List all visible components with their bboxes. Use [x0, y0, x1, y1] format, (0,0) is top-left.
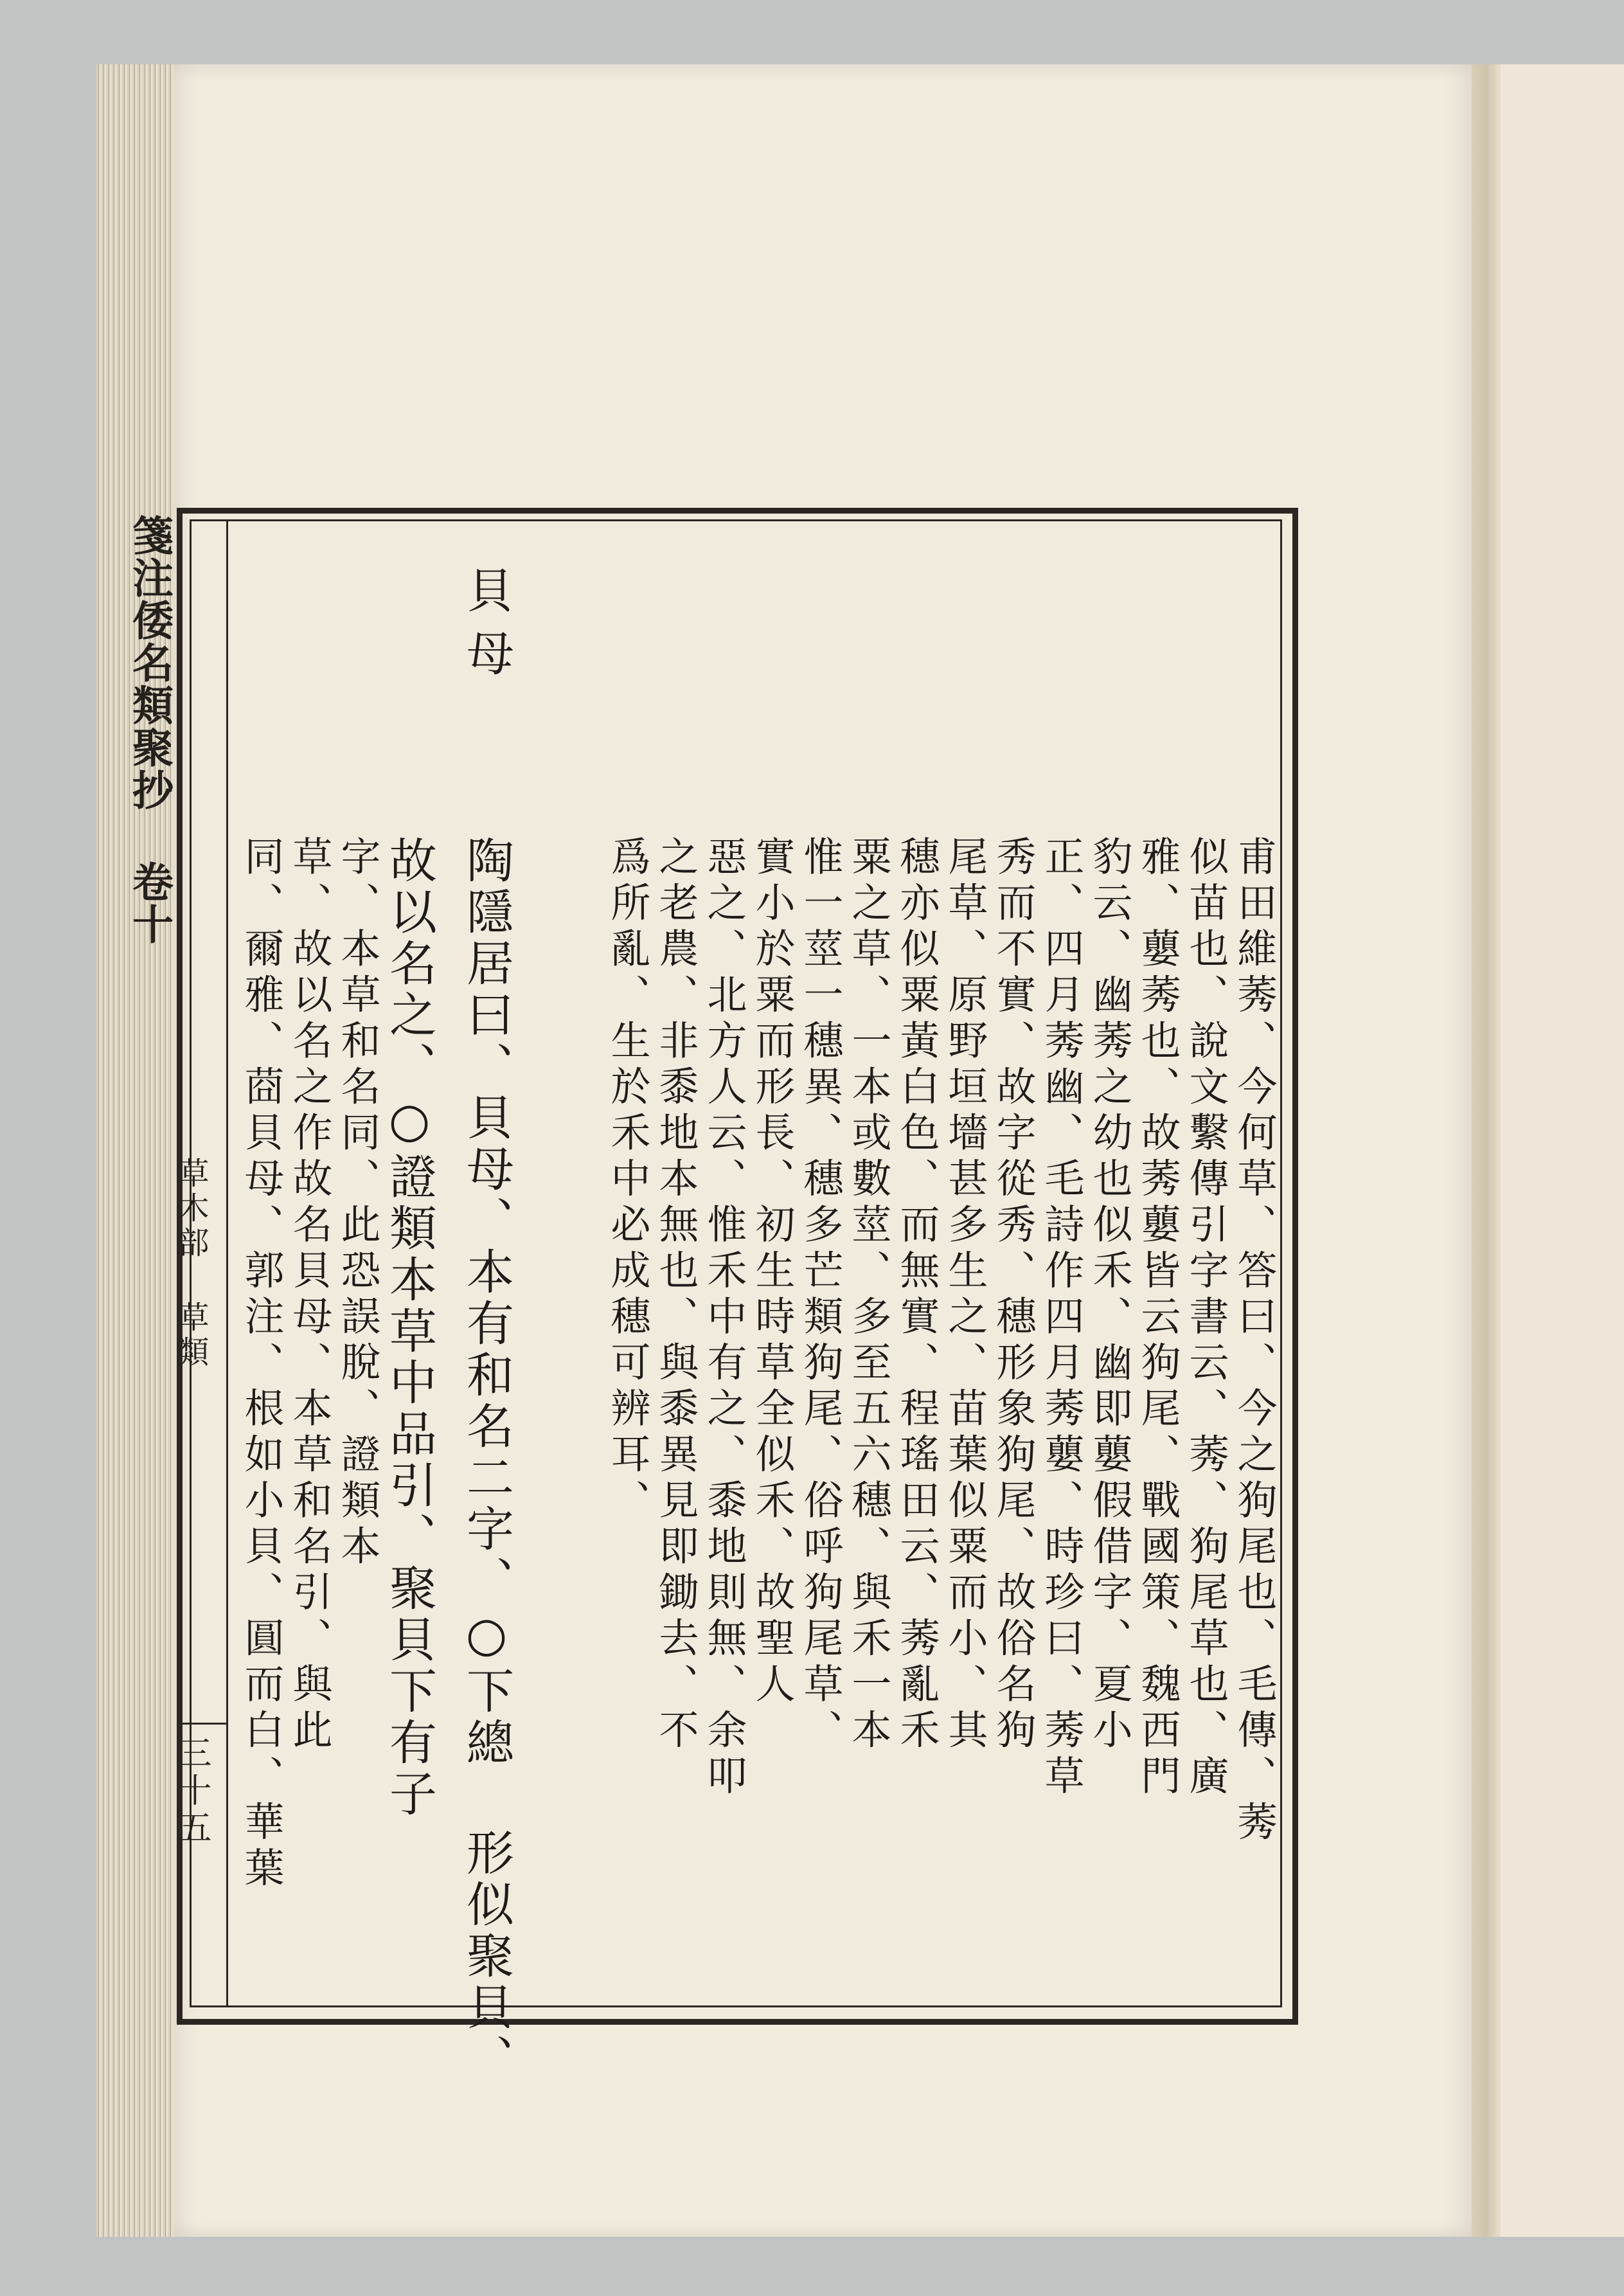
text-column: 豹云、幽莠之幼也似禾、幽即蘡假借字、夏小	[1086, 836, 1133, 1755]
margin-book-title: 箋注倭名類聚抄 卷十	[125, 514, 174, 946]
text-column: 似苗也、說文繫傳引字書云、莠、狗尾草也、廣	[1182, 836, 1229, 1801]
text-column: 惟一莖一穗異、穗多芒類狗尾、俗呼狗尾草、	[797, 836, 844, 1755]
text-column: 草、故以名之作故名貝母、本草和名引、與此	[286, 836, 333, 1755]
text-column: 粟之草、一本或數莖、多至五六穗、與禾一本	[845, 836, 892, 1755]
book-gutter	[1472, 64, 1501, 2237]
text-column: 實小於粟而形長、初生時草全似禾、故聖人	[749, 836, 796, 1709]
text-column: 惡之、北方人云、惟禾中有之、黍地則無、余叩	[700, 836, 747, 1801]
text-column: 尾草、原野垣墻甚多生之、苗葉似粟而小、其	[941, 836, 988, 1755]
text-column: 正、四月莠幽、毛詩作四月莠蘡、時珍曰、莠草	[1038, 836, 1085, 1801]
page-number-rule	[177, 1723, 228, 1725]
book-page-edges	[96, 64, 180, 2237]
text-column: 爲所亂、生於禾中必成穗可辨耳、	[604, 836, 651, 1525]
margin-rule	[226, 519, 228, 2007]
text-column: 字、本草和名同、此恐誤脫、證類本	[334, 836, 381, 1571]
text-column: 雅、蘡莠也、故莠蘡皆云狗尾、戰國策、魏西門	[1134, 836, 1181, 1801]
text-column: 同、爾雅、莔貝母、郭注、根如小貝、圓而白、華葉	[238, 836, 285, 1893]
text-column: 陶隱居曰、貝母、本有和名二字、○下總 形似聚貝、	[459, 836, 514, 2085]
facing-page	[1501, 64, 1624, 2237]
entry-heading: 貝母	[459, 566, 514, 692]
margin-section-label: 草木部 草類	[173, 1157, 209, 1370]
margin-page-number: 三十五	[172, 1735, 211, 1847]
text-column: 之老農、非黍地本無也、與黍異見即鋤去、不	[652, 836, 699, 1755]
text-column: 秀而不實、故字從秀、穗形象狗尾、故俗名狗	[990, 836, 1037, 1755]
text-column: 故以名之、○證類本草中品引、聚貝下有子	[382, 836, 437, 1820]
text-column: 穗亦似粟黃白色、而無實、程瑤田云、莠亂禾	[893, 836, 940, 1755]
text-column: 甫田維莠、今何草、答曰、今之狗尾也、毛傳、莠	[1231, 836, 1278, 1847]
